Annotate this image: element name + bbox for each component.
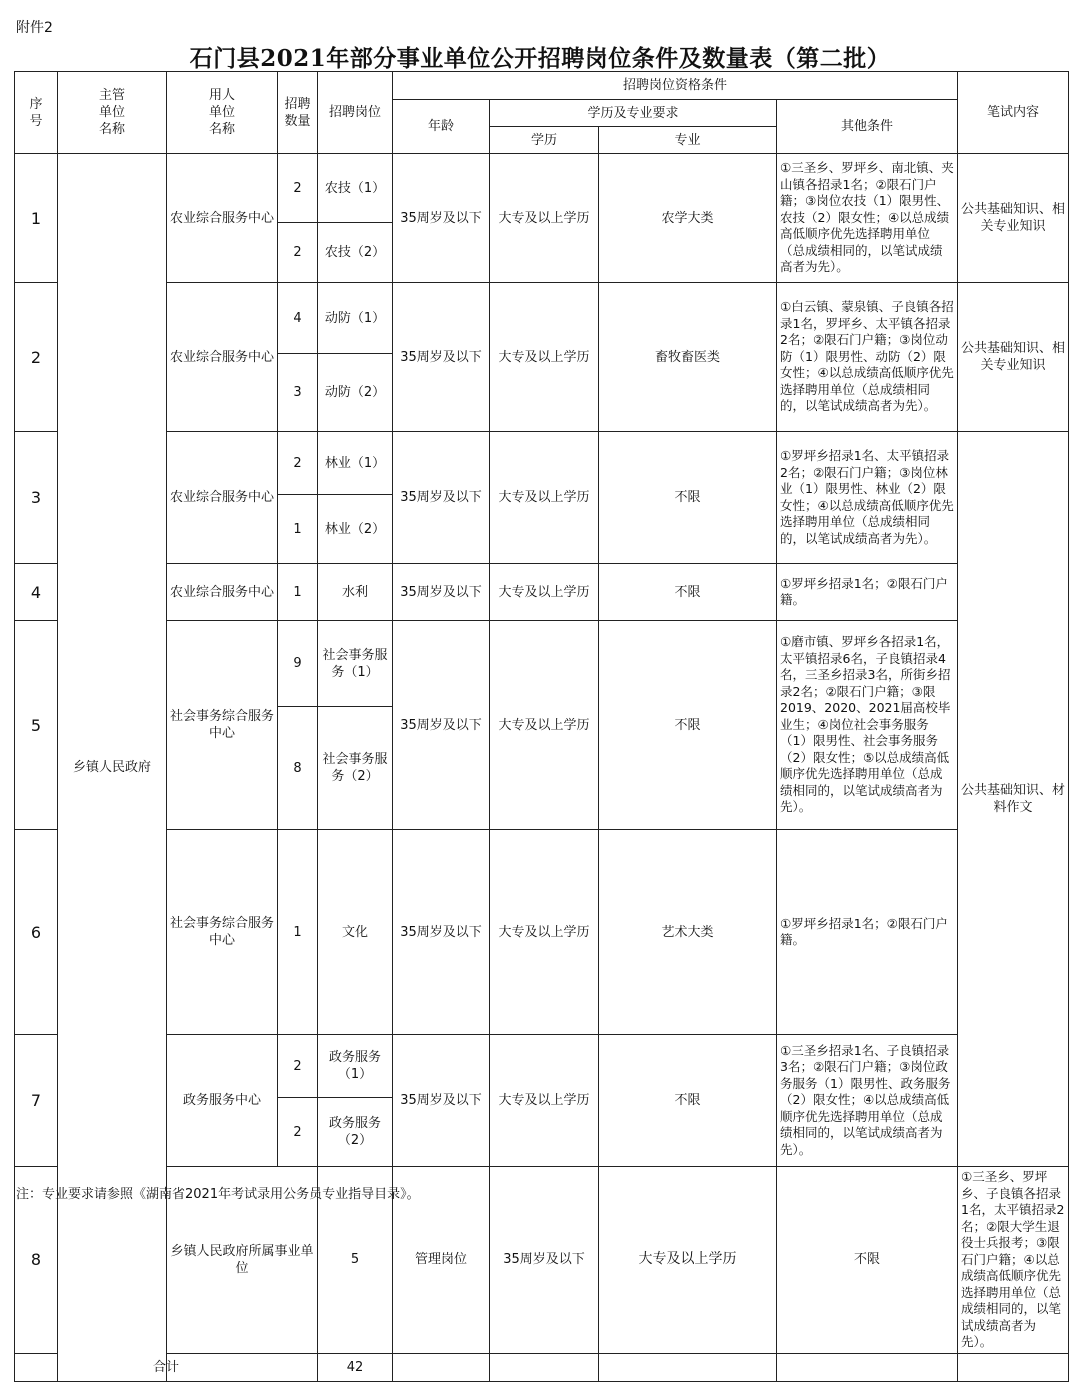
other-conditions: ①白云镇、蒙泉镇、子良镇各招录1名，罗坪乡、太平镇各招录2名；②限石门户籍；③岗位动防（1）限男性、动防（2）限女性；④以总成绩高低顺序优先选择聘用单位（总成绩相同的，以笔试成绩高者为先）。 <box>777 283 958 432</box>
post-count: 1 <box>278 564 318 621</box>
header-seq: 序 号 <box>15 72 58 154</box>
table-row <box>15 1035 1069 1098</box>
age-cell: 35周岁及以下 <box>393 621 490 830</box>
edu-cell: 大专及以上学历 <box>490 830 599 1035</box>
total-count: 42 <box>318 1353 393 1381</box>
age-cell: 35周岁及以下 <box>393 564 490 621</box>
post-count: 2 <box>278 223 318 283</box>
total-row <box>15 1353 1069 1381</box>
edu-cell: 大专及以上学历 <box>599 1167 777 1354</box>
other-conditions: ①罗坪乡招录1名；②限石门户籍。 <box>777 830 958 1035</box>
post-count: 5 <box>318 1167 393 1354</box>
header-edu: 学历 <box>490 127 599 154</box>
post-count: 2 <box>278 1035 318 1098</box>
table-row <box>15 432 1069 495</box>
post-name: 农技（2） <box>318 223 393 283</box>
age-cell: 35周岁及以下 <box>393 154 490 283</box>
page-title: 石门县2021年部分事业单位公开招聘岗位条件及数量表（第二批） <box>189 45 891 72</box>
header-age: 年龄 <box>393 100 490 154</box>
other-conditions: ①罗坪乡招录1名、太平镇招录2名；②限石门户籍；③岗位林业（1）限男性、林业（2）限女性；④以总成绩高低顺序优先选择聘用单位（总成绩相同的，以笔试成绩高者为先）。 <box>777 432 958 564</box>
table-row <box>15 283 1069 354</box>
edu-cell: 大专及以上学历 <box>490 564 599 621</box>
age-cell: 35周岁及以下 <box>393 830 490 1035</box>
employer-name: 政务服务中心 <box>167 1035 278 1167</box>
post-name: 政务服务（2） <box>318 1098 393 1167</box>
post-name: 社会事务服务（2） <box>318 707 393 830</box>
employer-name: 农业综合服务中心 <box>167 154 278 283</box>
major-cell: 畜牧畜医类 <box>599 283 777 432</box>
age-cell: 35周岁及以下 <box>393 432 490 564</box>
post-count: 1 <box>278 830 318 1035</box>
table-row <box>15 621 1069 707</box>
age-cell: 35周岁及以下 <box>490 1167 599 1354</box>
header-exam: 笔试内容 <box>958 72 1069 154</box>
header-count: 招聘 数量 <box>278 72 318 154</box>
row-seq: 8 <box>15 1167 58 1354</box>
post-name: 社会事务服务（1） <box>318 621 393 707</box>
other-conditions: ①三圣乡招录1名、子良镇招录3名；②限石门户籍；③岗位政务服务（1）限男性、政务服务（2）限女性；④以总成绩高低顺序优先选择聘用单位（总成绩相同的，以笔试成绩高者为先）。 <box>777 1035 958 1167</box>
row-seq: 3 <box>15 432 58 564</box>
table-row <box>15 154 1069 223</box>
exam-cell: 公共基础知识、相关专业知识 <box>958 283 1069 432</box>
post-name: 水利 <box>318 564 393 621</box>
attachment-label: 附件2 <box>16 20 53 36</box>
header-major: 专业 <box>599 127 777 154</box>
post-count: 3 <box>278 354 318 432</box>
major-cell: 不限 <box>599 621 777 830</box>
post-name: 政务服务（1） <box>318 1035 393 1098</box>
other-conditions: ①磨市镇、罗坪乡各招录1名，太平镇招录6名，子良镇招录4名，三圣乡招录3名，所街乡招录2名；②限石门户籍；③限2019、2020、2021届高校毕业生；④岗位社会事务服务（1）限男性、社会事务服务（2）限女性；⑤以总成绩高低顺序优先选择聘用单位（总成绩相同的，以笔试成绩高者为先）。 <box>777 621 958 830</box>
post-count: 2 <box>278 432 318 495</box>
major-cell: 不限 <box>599 432 777 564</box>
employer-name: 社会事务综合服务中心 <box>167 830 278 1035</box>
header-post: 招聘岗位 <box>318 72 393 154</box>
row-seq: 5 <box>15 621 58 830</box>
major-cell: 艺术大类 <box>599 830 777 1035</box>
exam-cell: 公共基础知识、相关专业知识 <box>958 154 1069 283</box>
post-count: 4 <box>278 283 318 354</box>
footnote: 注：专业要求请参照《湖南省2021年考试录用公务员专业指导目录》。 <box>16 1187 420 1202</box>
row-seq: 1 <box>15 154 58 283</box>
post-name: 林业（1） <box>318 432 393 495</box>
header-other: 其他条件 <box>777 100 958 154</box>
post-count: 2 <box>278 154 318 223</box>
edu-cell: 大专及以上学历 <box>490 432 599 564</box>
post-name: 林业（2） <box>318 495 393 564</box>
post-name: 农技（1） <box>318 154 393 223</box>
major-cell: 不限 <box>599 564 777 621</box>
post-name: 管理岗位 <box>393 1167 490 1354</box>
post-name: 动防（2） <box>318 354 393 432</box>
other-conditions: ①三圣乡、罗坪乡、子良镇各招录1名，太平镇招录2名；②限大学生退役士兵报考；③限石门户籍；④以总成绩高低顺序优先选择聘用单位（总成绩相同的，以笔试成绩高者为先）。 <box>958 1167 1069 1354</box>
total-label: 合计 <box>15 1353 318 1381</box>
dept-name: 乡镇人民政府 <box>58 154 167 1382</box>
header-qualification: 招聘岗位资格条件 <box>393 72 958 100</box>
post-name: 动防（1） <box>318 283 393 354</box>
employer-name: 社会事务综合服务中心 <box>167 621 278 830</box>
edu-cell: 大专及以上学历 <box>490 283 599 432</box>
post-count: 2 <box>278 1098 318 1167</box>
post-count: 8 <box>278 707 318 830</box>
employer-name: 农业综合服务中心 <box>167 283 278 432</box>
major-cell: 不限 <box>599 1035 777 1167</box>
table-row <box>15 830 1069 1035</box>
employer-name: 农业综合服务中心 <box>167 432 278 564</box>
row-seq: 4 <box>15 564 58 621</box>
post-count: 9 <box>278 621 318 707</box>
major-cell: 不限 <box>777 1167 958 1354</box>
header-edu-major: 学历及专业要求 <box>490 100 777 127</box>
header-dept: 主管 单位 名称 <box>58 72 167 154</box>
other-conditions: ①三圣乡、罗坪乡、南北镇、夹山镇各招录1名；②限石门户籍；③岗位农技（1）限男性、农技（2）限女性；④以总成绩高低顺序优先选择聘用单位（总成绩相同的，以笔试成绩高者为先）。 <box>777 154 958 283</box>
post-count: 1 <box>278 495 318 564</box>
row-seq: 2 <box>15 283 58 432</box>
other-conditions: ①罗坪乡招录1名；②限石门户籍。 <box>777 564 958 621</box>
post-name: 文化 <box>318 830 393 1035</box>
header-employer: 用人 单位 名称 <box>167 72 278 154</box>
row-seq: 6 <box>15 830 58 1035</box>
major-cell: 农学大类 <box>599 154 777 283</box>
edu-cell: 大专及以上学历 <box>490 154 599 283</box>
table-row <box>15 564 1069 621</box>
age-cell: 35周岁及以下 <box>393 1035 490 1167</box>
employer-name: 农业综合服务中心 <box>167 564 278 621</box>
exam-cell: 公共基础知识、材料作文 <box>958 432 1069 1167</box>
age-cell: 35周岁及以下 <box>393 283 490 432</box>
row-seq: 7 <box>15 1035 58 1167</box>
edu-cell: 大专及以上学历 <box>490 621 599 830</box>
employer-name: 乡镇人民政府所属事业单位 <box>167 1167 318 1354</box>
edu-cell: 大专及以上学历 <box>490 1035 599 1167</box>
